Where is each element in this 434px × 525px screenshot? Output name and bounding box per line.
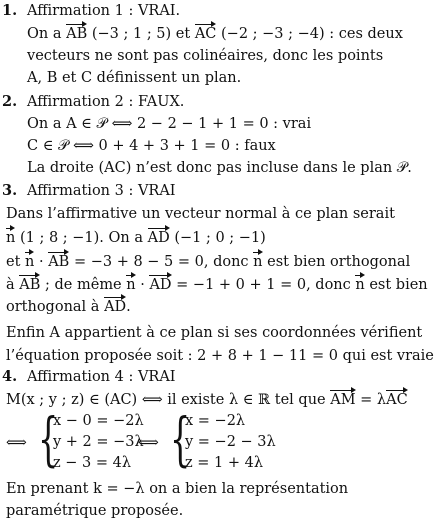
vector-ad: AD bbox=[149, 277, 172, 293]
item-3-line-7: l’équation proposée soit : 2 + 8 + 1 − 11 = 0 qui est vraie bbox=[6, 348, 434, 364]
text: · bbox=[34, 254, 49, 270]
text: · bbox=[135, 277, 150, 293]
item-1-line-2: vecteurs ne sont pas colinéaires, donc les points bbox=[27, 48, 384, 64]
text: est bien bbox=[364, 277, 428, 293]
text: (1 ; 8 ; −1). On a bbox=[15, 230, 148, 246]
system-2-row: z = 1 + 4λ bbox=[185, 455, 264, 471]
item-4-conclusion-1: En prenant k = −λ on a bien la représentation bbox=[6, 481, 349, 497]
vector-n: n bbox=[253, 254, 263, 270]
system-1-row: z − 3 = 4λ bbox=[53, 455, 132, 471]
text: On a bbox=[27, 26, 67, 42]
item-1-heading: Affirmation 1 : VRAI. bbox=[27, 3, 181, 19]
item-1-number: 1. bbox=[2, 2, 18, 19]
item-2-line-2: C ∈ 𝒫 ⟺ 0 + 4 + 3 + 1 = 0 : faux bbox=[27, 138, 276, 154]
item-3-line-1: Dans l’affirmative un vecteur normal à ce plan serait bbox=[6, 206, 395, 222]
text: = λ bbox=[355, 392, 387, 408]
brace-icon: { bbox=[170, 405, 191, 473]
system-1-row: y + 2 = −3λ bbox=[53, 434, 144, 450]
text: (−3 ; 1 ; 5) et bbox=[87, 26, 195, 42]
item-4-heading: Affirmation 4 : VRAI bbox=[27, 369, 176, 385]
item-4-conclusion-2: paramétrique proposée. bbox=[6, 503, 184, 519]
text: (−1 ; 0 ; −1) bbox=[169, 230, 266, 246]
vector-n: n bbox=[6, 230, 16, 246]
vector-ac: AC bbox=[386, 392, 408, 408]
vector-ac: AC bbox=[194, 26, 217, 42]
item-3-line-5 bbox=[6, 300, 131, 315]
item-1-line-1 bbox=[27, 27, 403, 42]
item-2-line-3: La droite (AC) n’est donc pas incluse dans le plan 𝒫. bbox=[27, 160, 412, 176]
vector-ad: AD bbox=[104, 299, 127, 315]
item-2-line-1: On a A ∈ 𝒫 ⟺ 2 − 2 − 1 + 1 = 0 : vrai bbox=[27, 116, 312, 132]
item-3-heading: Affirmation 3 : VRAI bbox=[27, 183, 176, 199]
system-2-row: y = −2 − 3λ bbox=[185, 434, 276, 450]
vector-ab: AB bbox=[48, 254, 70, 270]
text: (−2 ; −3 ; −4) : ces deux bbox=[216, 26, 403, 42]
text: M(x ; y ; z) ∈ (AC) ⟺ il existe λ ∈ ℝ tel que bbox=[6, 392, 331, 408]
system-2-row: x = −2λ bbox=[185, 413, 246, 429]
text: . bbox=[126, 299, 131, 315]
text: à bbox=[6, 277, 20, 293]
equiv-arrow-1: ⟺ bbox=[6, 435, 27, 451]
text: = −3 + 8 − 5 = 0, donc bbox=[69, 254, 254, 270]
item-4-line-1 bbox=[6, 393, 408, 408]
item-2-number: 2. bbox=[2, 93, 18, 110]
vector-ab: AB bbox=[19, 277, 41, 293]
vector-ad: AD bbox=[147, 230, 170, 246]
system-2 bbox=[170, 405, 290, 474]
item-3-number: 3. bbox=[2, 182, 18, 199]
item-3-line-4 bbox=[6, 278, 428, 293]
vector-n: n bbox=[25, 254, 35, 270]
text: orthogonal à bbox=[6, 299, 105, 315]
vector-am: AM bbox=[330, 392, 356, 408]
item-3-line-3 bbox=[6, 255, 410, 270]
text: = −1 + 0 + 1 = 0, donc bbox=[171, 277, 356, 293]
equiv-arrow-2: ⟺ bbox=[138, 435, 159, 451]
vector-ab: AB bbox=[66, 26, 88, 42]
item-1-line-3: A, B et C définissent un plan. bbox=[27, 70, 242, 86]
text: et bbox=[6, 254, 26, 270]
item-3-line-6: Enfin A appartient à ce plan si ses coordonnées vérifient bbox=[6, 325, 423, 341]
system-1 bbox=[38, 405, 148, 474]
vector-n: n bbox=[126, 277, 136, 293]
text: est bien orthogonal bbox=[262, 254, 411, 270]
system-1-row: x − 0 = −2λ bbox=[53, 413, 144, 429]
text: ; de même bbox=[40, 277, 127, 293]
item-3-line-2 bbox=[6, 231, 266, 246]
vector-n: n bbox=[355, 277, 365, 293]
brace-icon: { bbox=[38, 405, 59, 473]
item-2-heading: Affirmation 2 : FAUX. bbox=[27, 94, 185, 110]
item-4-number: 4. bbox=[2, 368, 18, 385]
